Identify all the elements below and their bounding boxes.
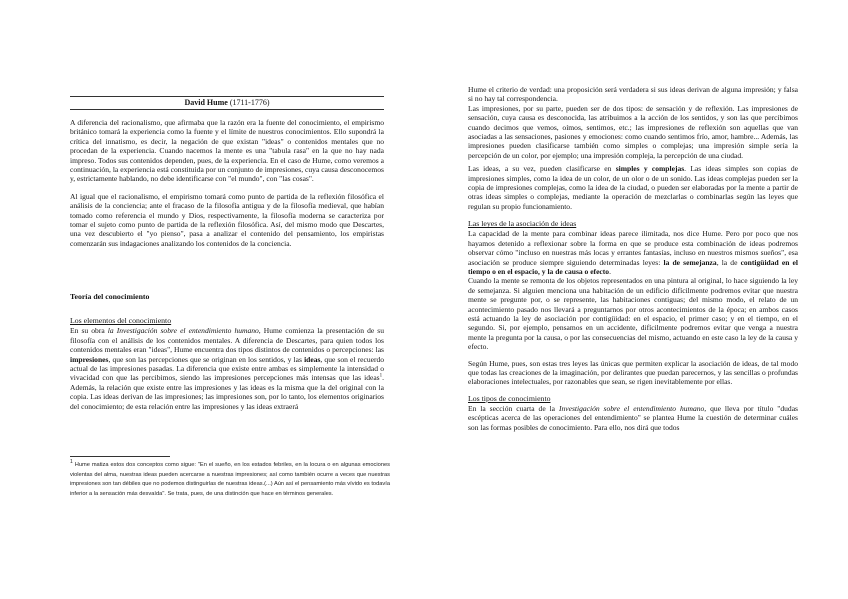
footnote-number: 1	[70, 459, 73, 466]
intro-column	[70, 118, 384, 248]
three-laws-paragraph: Según Hume, pues, son estas tres leyes las únicas que permiten explicar la asociación de ideas, de tal modo que todas las creaciones de la imaginación, por delirantes que puedan parecernos, y las sencillas o profundas elaboraciones intelectuales, por razonables que sean, se rigen inevitablemente por ellas.	[468, 358, 798, 387]
footnote-divider	[70, 456, 170, 457]
right-page	[424, 0, 848, 599]
footnote-text: Hume matiza estos dos conceptos como sigue: "En el sueño, en los estados febriles, en la locura o en algunas emociones violentas del alma, nuestras ideas pueden acercarse a nuestras impresiones; así como también ocurre a veces que nuestras impresiones son tan débiles que no podemos distinguirlas de nuestras ideas.(...) Aún así el pensamiento más vívido es todavía inferior a la sensación más desvaída". Se trata, pues, de una distinción que hace en términos generales.	[70, 462, 390, 497]
subsection-heading-knowledge-types: Los tipos de conocimiento	[468, 393, 551, 403]
author-years: (1711-1776)	[229, 98, 270, 107]
subsection-heading-association: Las leyes de la asociación de ideas	[468, 219, 577, 229]
work-title-2: Investigación sobre el entendimiento humano	[558, 403, 705, 413]
footnote	[70, 461, 390, 499]
intro-paragraph-1: A diferencia del racionalismo, que afirmaba que la razón era la fuente del conocimiento, el empirismo británico tomará la experiencia como la fuente y el límite de nuestros conocimientos. Ello supondrá la crítica del innatismo, es decir, la negación de que existan "ideas" o contenidos mentales que no procedan de la experiencia. Cuando nacemos la mente es una "tabula rasa" en la que no hay nada impreso. Todos sus contenidos dependen, pues, de la experiencia. En el caso de Hume, como veremos a continuación, la experiencia está constituida por un conjunto de impresiones, cuya causa desconocemos y, estrictamente hablando, no debe identificarse con "el mundo", con "las cosas".	[70, 118, 384, 184]
knowledge-types-paragraph: En la sección cuarta de la Investigación sobre el entendimiento humano, que lleva por título "dudas escépticas acerca de las operaciones del entendimiento" se plantea Hume la cuestión de determinar cuáles son las formas posibles de conocimiento. Para ello, nos dirá que todos	[468, 403, 798, 432]
truth-criterion-paragraph: Hume el criterio de verdad: una proposición será verdadera si sus ideas derivan de alguna impresión; y falsa si no hay tal correspondencia.	[468, 85, 798, 104]
law-semejanza: la de semejanza	[663, 257, 717, 267]
elements-paragraph: En su obra la Investigación sobre el entendimiento humano, Hume comienza la presentación de su filosofía con el análisis de los contenidos mentales. A diferencia de Descartes, para quien todos los contenidos mentales eran "ideas", Hume encuentra dos tipos distintos de contenidos o percepciones: las impresiones, que son las percepciones que se originan en los sentidos, y las ideas, que son el recuerdo actual de las impresiones pasadas. La diferencia que existe entre ambas es simplemente la intensidad o vivacidad con que las percibimos, siendo las impresiones percepciones más intensas que las ideas$^1$. Además, la relación que existe entre las impresiones y las ideas es la misma que la del original con la copia. Las ideas derivan de las impresiones; las impresiones son, por lo tanto, los elementos originarios del conocimiento; de esta relación entre las impresiones y las ideas extraerá	[70, 326, 385, 411]
right-column	[468, 85, 798, 432]
impressions-types-paragraph: Las impresiones, por su parte, pueden ser de dos tipos: de sensación y de reflexión. Las impresiones de sensación, cuya causa es desconocida, las atribuimos a la acción de los sentidos, y son las que percibimos cuando decimos que vemos, oímos, sentimos, etc.; las impresiones de reflexión son aquellas que van asociadas a las sensaciones, pasiones y emociones: como cuando sentimos frío, amor, hambre... Además, las impresiones pueden clasificarse también como simples o complejas; una impresión simple sería la percepción de un color, por ejemplo; una impresión compleja, la percepción de una ciudad.	[468, 103, 798, 160]
term-impresiones: impresiones	[70, 354, 109, 364]
ideas-types-paragraph: Las ideas, a su vez, pueden clasificarse en simples y complejas. Las ideas simples son copias de impresiones simples, como la idea de un color, de un olor o de un sonido. Las ideas complejas pueden ser la copia de impresiones complejas, como la idea de la ciudad, o pueden ser elaboradas por la mente a partir de otras ideas simples o complejas, mediante la operación de mezclarlas o combinarlas según las leyes que regulan su propio funcionamiento.	[468, 164, 798, 211]
footnote-ref[interactable]: 1	[379, 373, 383, 379]
term-simples-complejas: simples y complejas	[615, 164, 685, 174]
author-name: David Hume	[184, 98, 228, 107]
section-heading: Teoría del conocimiento	[70, 292, 150, 301]
term-ideas: ideas	[304, 354, 321, 364]
subsection-heading-elements: Los elementos del conocimiento	[70, 316, 172, 326]
association-paragraph: La capacidad de la mente para combinar ideas parece ilimitada, nos dice Hume. Pero por poco que nos hayamos detenido a reflexionar sobre la forma en que se produce esta combinación de ideas podremos observar cómo "incluso en nuestras más locas y errantes fantasías, incluso en nuestros mismos sueños", esa asociación se produce siempre siguiendo determinadas leyes: la de semejanza, la de contigüidad en el tiempo o en el espacio, y la de causa o efecto.	[468, 229, 798, 276]
association-examples-paragraph: Cuando la mente se remonta de los objetos representados en una pintura al original, lo hace siguiendo la ley de semejanza. Si alguien menciona una habitación de un edificio difícilmente podremos evitar que nuestra mente se pregunte por, o se represente, las habitaciones contiguas; del mismo modo, el relato de un acontecimiento pasado nos llevará a preguntarnos por otros acontecimientos de la época; en ambos casos está actuando la ley de asociación por contigüidad: en el espacio, el primer caso; y en el tiempo, en el segundo. Si, por ejemplo, pensamos en un accidente, difícilmente podremos evitar que venga a nuestra mente la pregunta por la causa, o por las consecuencias del mismo, actuando en este caso la ley de la causa y efecto.	[468, 276, 798, 352]
theory-section	[70, 292, 384, 411]
page-title	[70, 96, 384, 110]
work-title: la Investigación sobre el entendimiento humano	[107, 326, 259, 336]
intro-paragraph-2: Al igual que el racionalismo, el empirismo tomará como punto de partida de la reflexión filosófica el análisis de la conciencia; ante el fracaso de la filosofía antigua y de la filosofía medieval, que habían tomado como referencia el mundo y Dios, respectivamente, la filosofía moderna se caracteriza por tomar el sujeto como punto de partida de la reflexión filosófica. Así, del mismo modo que Descartes, una vez descubierto el "yo pienso", pasa a analizar el contenido del pensamiento, los empiristas comenzarán sus indagaciones analizando los contenidos de la conciencia.	[70, 191, 384, 248]
law-contiguidad-causa: contigüidad en el tiempo o en el espacio, y la de causa o efecto	[468, 257, 798, 276]
